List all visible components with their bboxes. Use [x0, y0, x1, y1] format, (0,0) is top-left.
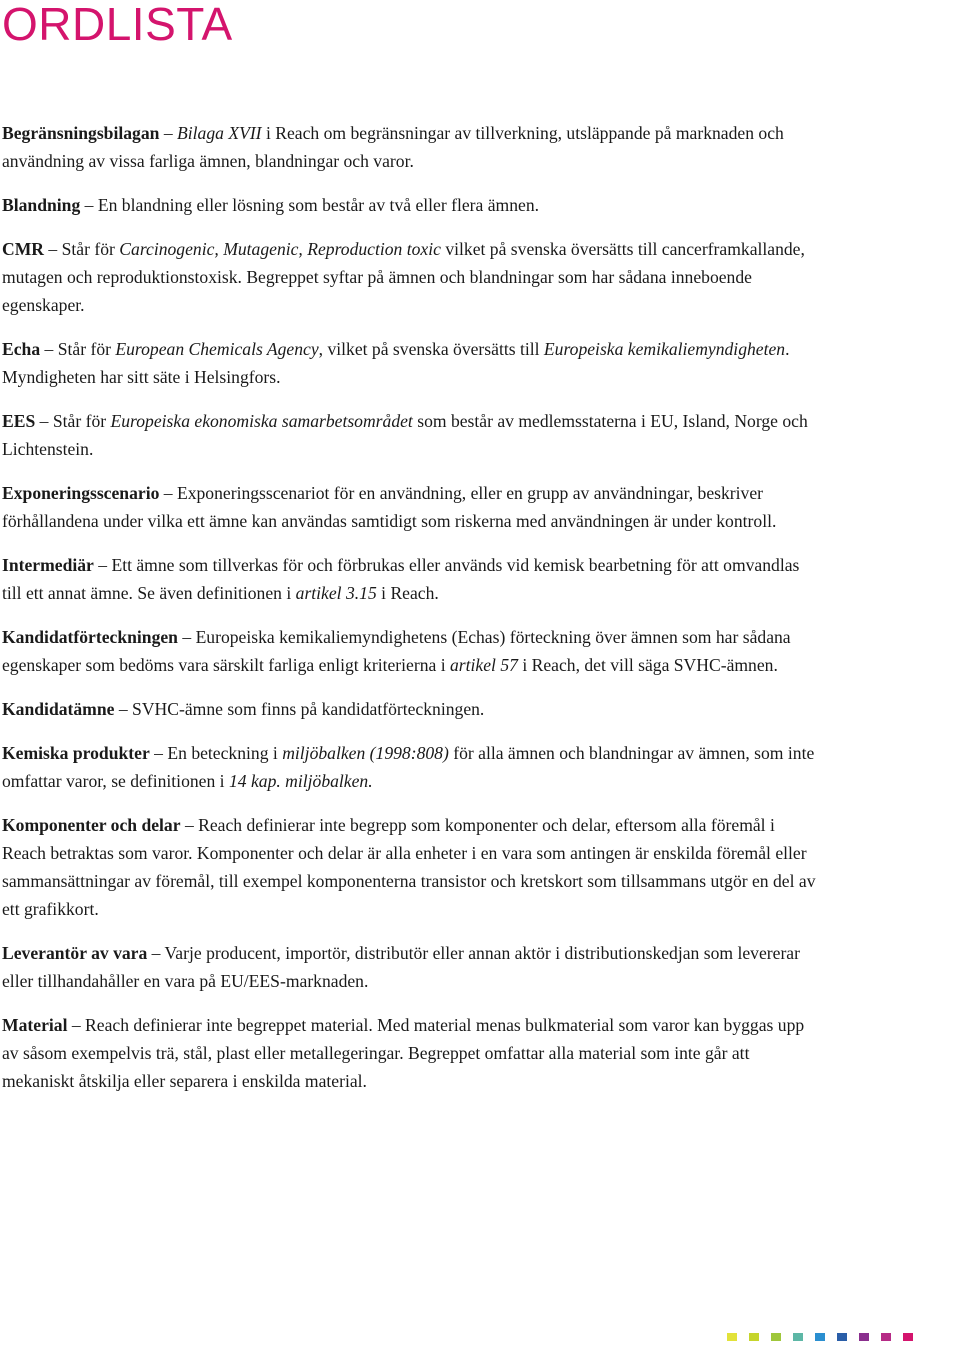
glossary-entry — [2, 407, 822, 463]
glossary-definition-text: i Reach. — [376, 583, 439, 603]
glossary-entry — [2, 939, 822, 995]
decorative-color-bar — [727, 1333, 913, 1341]
glossary-definition-text: – Exponeringsscenariot för en användning, eller en grupp av användningar, beskriver förhållandena under vilka ett ämne kan användas samtidigt som riskerna med användningen är under kontroll. — [2, 483, 777, 531]
glossary-definition-text: – — [159, 123, 178, 143]
page-title: ORDLISTA — [2, 0, 233, 50]
color-swatch — [749, 1333, 759, 1341]
glossary-entry — [2, 739, 822, 795]
color-swatch — [859, 1333, 869, 1341]
glossary-entry — [2, 1011, 822, 1095]
glossary-entry — [2, 695, 822, 723]
glossary-definition-text: för alla ämnen och blandningar av ämnen, som inte omfattar varor, se definitionen i — [2, 743, 815, 791]
glossary-term: Kandidatämne — [2, 699, 115, 719]
glossary-term: Komponenter och delar — [2, 815, 181, 835]
glossary-term: Kandidatförteckningen — [2, 627, 178, 647]
glossary-reference-text: Bilaga XVII — [177, 123, 262, 143]
glossary-definition-text: i Reach om begränsningar av tillverkning, utsläppande på marknaden och användning av vissa farliga ämnen, blandningar och varor. — [2, 123, 784, 171]
glossary-reference-text: Europeiska ekonomiska samarbetsområdet — [110, 411, 413, 431]
glossary-term: Kemiska produkter — [2, 743, 150, 763]
glossary-entry — [2, 551, 822, 607]
glossary-reference-text: Carcinogenic, Mutagenic, Reproduction toxic — [119, 239, 441, 259]
glossary-term: Leverantör av vara — [2, 943, 148, 963]
glossary-term: Echa — [2, 339, 41, 359]
glossary-definition-text: – Står för — [35, 411, 111, 431]
glossary-entry — [2, 335, 822, 391]
glossary-entry — [2, 119, 822, 175]
glossary-definition-text: – Ett ämne som tillverkas för och förbrukas eller används vid kemisk bearbetning för att omvandlas till ett annat ämne. Se även definitionen i — [2, 555, 800, 603]
glossary-list — [2, 119, 822, 1111]
glossary-reference-text: miljöbalken (1998:808) — [282, 743, 449, 763]
color-swatch — [881, 1333, 891, 1341]
color-swatch — [815, 1333, 825, 1341]
glossary-term: CMR — [2, 239, 45, 259]
glossary-definition-text: – En blandning eller lösning som består av två eller flera ämnen. — [80, 195, 540, 215]
glossary-reference-text: 14 kap. miljöbalken. — [228, 771, 373, 791]
glossary-definition-text: – Reach definierar inte begreppet material. Med material menas bulkmaterial som varor kan byggas upp av såsom exempelvis trä, stål, plast eller metallegeringar. Begreppet omfattar alla material som inte går att mekaniskt åtskilja eller separera i enskilda material. — [2, 1015, 805, 1091]
glossary-entry — [2, 191, 822, 219]
glossary-definition-text: – SVHC-ämne som finns på kandidatförteckningen. — [114, 699, 485, 719]
glossary-reference-text: artikel 57 — [450, 655, 518, 675]
color-swatch — [727, 1333, 737, 1341]
color-swatch — [903, 1333, 913, 1341]
glossary-definition-text: i Reach, det vill säga SVHC-ämnen. — [517, 655, 778, 675]
glossary-definition-text: vilket på svenska översätts till cancerframkallande, mutagen och reproduktionstoxisk. Begreppet syftar på ämnen och blandningar som har sådana inneboende egenskaper. — [2, 239, 805, 315]
glossary-term: Begränsningsbilagan — [2, 123, 160, 143]
glossary-reference-text: European Chemicals Agency — [115, 339, 319, 359]
glossary-reference-text: Europeiska kemikaliemyndigheten — [543, 339, 786, 359]
glossary-entry — [2, 479, 822, 535]
glossary-definition-text: – Reach definierar inte begrepp som komponenter och delar, eftersom alla föremål i Reach betraktas som varor. Komponenter och delar är alla enheter i en vara som antingen är enskilda föremål eller sammansättningar av föremål, till exempel komponenterna transistor och kretskort som tillsammans utgör en del av ett grafikkort. — [2, 815, 816, 919]
color-swatch — [771, 1333, 781, 1341]
glossary-definition-text: – Står för — [44, 239, 120, 259]
glossary-term: Intermediär — [2, 555, 94, 575]
glossary-term: Material — [2, 1015, 68, 1035]
glossary-definition-text: , vilket på svenska översätts till — [318, 339, 544, 359]
glossary-definition-text: – Varje producent, importör, distributör eller annan aktör i distributionskedjan som levererar eller tillhandahåller en vara på EU/EES-marknaden. — [2, 943, 800, 991]
glossary-term: Exponeringsscenario — [2, 483, 160, 503]
glossary-definition-text: – Europeiska kemikaliemyndighetens (Echas) förteckning över ämnen som har sådana egenskaper som bedöms vara särskilt farliga enligt kriterierna i — [2, 627, 791, 675]
glossary-term: Blandning — [2, 195, 81, 215]
glossary-definition-text: som består av medlemsstaterna i EU, Island, Norge och Lichtenstein. — [2, 411, 808, 459]
glossary-term: EES — [2, 411, 36, 431]
glossary-entry — [2, 811, 822, 923]
color-swatch — [837, 1333, 847, 1341]
glossary-definition-text: – Står för — [40, 339, 116, 359]
glossary-definition-text: . Myndigheten har sitt säte i Helsingfors. — [2, 339, 790, 387]
glossary-reference-text: artikel 3.15 — [295, 583, 377, 603]
glossary-entry — [2, 235, 822, 319]
glossary-entry — [2, 623, 822, 679]
glossary-definition-text: – En beteckning i — [149, 743, 283, 763]
color-swatch — [793, 1333, 803, 1341]
